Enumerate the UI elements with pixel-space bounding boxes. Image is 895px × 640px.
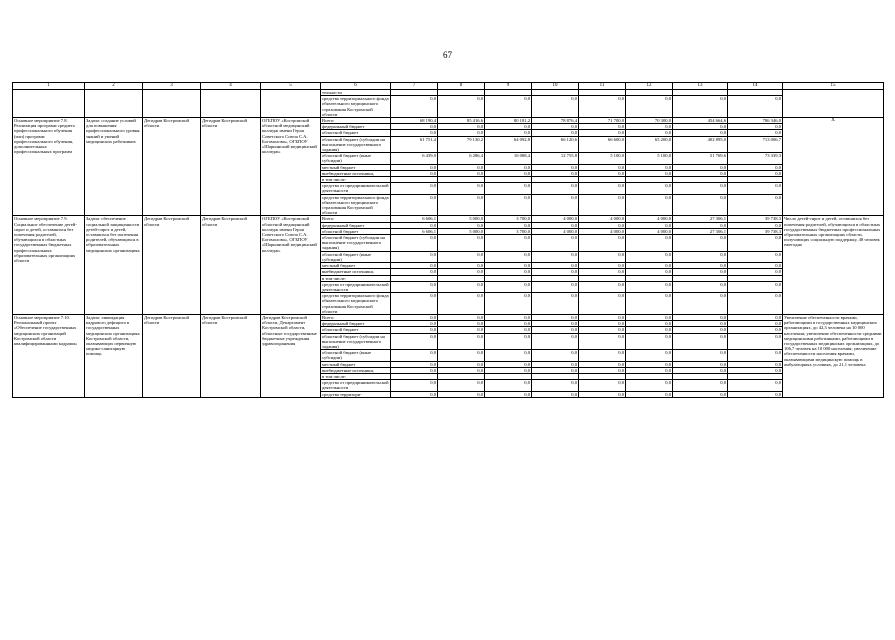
- row-label: внебюджетные источники,: [321, 170, 391, 176]
- amount-cell: 0,0: [485, 251, 532, 262]
- expected-result: Увеличение обеспеченности врачами, работающими в государственных медицинских организациях, до 42,3 человека на 10 000 населения; увеличение обеспеченности средними медицинскими работниками, работающими в государственных медицинских организациях, до 106,7 человек на 10 000 населения; увеличение обеспеченности населения врачами, оказывающими медицинскую помощь в амбулаторных условиях, до 21,1 человека: [783, 314, 884, 397]
- row-label: Всего:: [321, 216, 391, 222]
- amount-cell: 0,0: [579, 96, 626, 118]
- amount-cell: 0,0: [728, 281, 783, 292]
- task-description: Задача: ликвидация кадрового дефицита в государственных медицинских организациях Костромской области, оказывающих первичную медико-санитарную помощь: [85, 314, 143, 397]
- amount-cell: 0,0: [485, 333, 532, 350]
- amount-cell: 0,0: [626, 96, 673, 118]
- amount-cell: 0,0: [438, 281, 485, 292]
- amount-cell: 0,0: [626, 251, 673, 262]
- row-label: местный бюджет: [321, 263, 391, 269]
- amount-cell: 39 738,3: [728, 216, 783, 222]
- amount-cell: 0,0: [485, 170, 532, 176]
- amount-cell: 0,0: [391, 350, 438, 361]
- amount-cell: 0,0: [485, 293, 532, 315]
- row-label: средства от предпринимательской деятельности: [322, 281, 389, 292]
- row-label: областной бюджет (иные субсидии): [321, 153, 391, 164]
- amount-cell: 0,0: [579, 235, 626, 252]
- amount-cell: 0,0: [626, 235, 673, 252]
- row-label: областной бюджет (субсидии на выполнение государственного задания): [321, 136, 391, 153]
- amount-cell: 0,0: [728, 124, 783, 130]
- responsible-executor: Депздрав Костромской области: [143, 216, 201, 314]
- amount-cell: 0,0: [438, 124, 485, 130]
- amount-cell: 64 092,8: [485, 136, 532, 153]
- amount-cell: 0,0: [532, 235, 579, 252]
- row-label: средства территориального фонда обязательного медицинского страхования Костромской области: [322, 96, 389, 117]
- amount-cell: 0,0: [673, 222, 728, 228]
- amount-cell: 0,0: [485, 321, 532, 327]
- amount-cell: 0,0: [438, 327, 485, 333]
- amount-cell: 68 190,4: [391, 118, 438, 124]
- amount-cell: 0,0: [579, 380, 626, 391]
- amount-cell: 0,0: [485, 96, 532, 118]
- amount-cell: 6 439,0: [391, 153, 438, 164]
- amount-cell: 85 416,6: [438, 118, 485, 124]
- row-label: Всего:: [321, 314, 391, 320]
- row-label: областной бюджет: [321, 228, 391, 234]
- co-executor: Депздрав Костромской области: [201, 314, 261, 397]
- amount-cell: 0,0: [728, 361, 783, 367]
- amount-cell: 0,0: [532, 194, 579, 216]
- amount-cell: 0,0: [673, 293, 728, 315]
- amount-cell: 0,0: [438, 314, 485, 320]
- amount-cell: 0,0: [438, 321, 485, 327]
- amount-cell: 0,0: [673, 194, 728, 216]
- amount-cell: 0,0: [673, 281, 728, 292]
- amount-cell: 5 100,0: [626, 153, 673, 164]
- co-executor: Депздрав Костромской области: [201, 118, 261, 216]
- amount-cell: 0,0: [485, 124, 532, 130]
- amount-cell: 0,0: [579, 194, 626, 216]
- amount-cell: 0,0: [579, 391, 626, 397]
- amount-cell: 0,0: [728, 130, 783, 136]
- amount-cell: 0,0: [626, 130, 673, 136]
- amount-cell: 0,0: [438, 170, 485, 176]
- row-label: внебюджетные источники,: [321, 269, 391, 275]
- amount-cell: 0,0: [485, 164, 532, 170]
- row-label: средства от предпринимательской деятельности: [322, 380, 389, 391]
- amount-cell: 70 300,0: [626, 118, 673, 124]
- expected-result: Число детей-сирот и детей, оставшихся без попечения родителей, обучающихся в областных государственных бюджетных профессиональных образовательных организациях области, получающих социальную поддержку, 48 человек ежегодно: [783, 216, 884, 314]
- amount-cell: 3 700,0: [485, 216, 532, 222]
- amount-cell: 0,0: [673, 164, 728, 170]
- amount-cell: 0,0: [728, 251, 783, 262]
- amount-cell: 0,0: [579, 327, 626, 333]
- amount-cell: 0,0: [728, 391, 783, 397]
- amount-cell: 0,0: [579, 124, 626, 130]
- row-label: средства территориального фонда обязательного медицинского страхования Костромской области: [322, 194, 389, 216]
- row-label: местный бюджет: [321, 361, 391, 367]
- amount-cell: 4 000,0: [579, 216, 626, 222]
- amount-cell: 0,0: [626, 164, 673, 170]
- column-header: 8: [438, 83, 485, 90]
- amount-cell: 0,0: [728, 380, 783, 391]
- amount-cell: 0,0: [673, 96, 728, 118]
- amount-cell: 0,0: [626, 380, 673, 391]
- amount-cell: 0,0: [438, 164, 485, 170]
- amount-cell: 0,0: [626, 327, 673, 333]
- amount-cell: 0,0: [438, 361, 485, 367]
- row-label: федеральный бюджет: [321, 222, 391, 228]
- amount-cell: 0,0: [626, 183, 673, 194]
- amount-cell: 0,0: [438, 333, 485, 350]
- amount-cell: 0,0: [579, 269, 626, 275]
- amount-cell: 0,0: [626, 333, 673, 350]
- amount-cell: 0,0: [579, 164, 626, 170]
- amount-cell: 0,0: [485, 235, 532, 252]
- amount-cell: 0,0: [626, 124, 673, 130]
- expected-result: X: [783, 118, 884, 216]
- amount-cell: 66 600,0: [579, 136, 626, 153]
- amount-cell: 0,0: [728, 222, 783, 228]
- amount-cell: 27 306,1: [673, 228, 728, 234]
- amount-cell: 0,0: [626, 222, 673, 228]
- amount-cell: 51 769,6: [673, 153, 728, 164]
- amount-cell: 0,0: [438, 391, 485, 397]
- amount-cell: 0,0: [485, 391, 532, 397]
- measure-name: Основное мероприятие 7.9. Социальное обеспечение детей-сирот и детей, оставшихся без попечения родителей, обучающихся в областных государственных бюджетных профессиональных образовательных организациях области: [13, 216, 85, 314]
- amount-cell: 0,0: [673, 361, 728, 367]
- amount-cell: 0,0: [673, 333, 728, 350]
- amount-cell: 0,0: [485, 130, 532, 136]
- amount-cell: 0,0: [391, 314, 438, 320]
- column-header: 13: [673, 83, 728, 90]
- amount-cell: 0,0: [728, 333, 783, 350]
- amount-cell: 16 088,4: [485, 153, 532, 164]
- amount-cell: 0,0: [438, 194, 485, 216]
- amount-cell: 0,0: [673, 269, 728, 275]
- amount-cell: 0,0: [532, 380, 579, 391]
- amount-cell: 0,0: [532, 263, 579, 269]
- amount-cell: 0,0: [626, 170, 673, 176]
- amount-cell: 0,0: [485, 367, 532, 373]
- amount-cell: 5 000,0: [438, 228, 485, 234]
- amount-cell: 0,0: [728, 314, 783, 320]
- column-header: 7: [391, 83, 438, 90]
- amount-cell: 5 000,0: [438, 216, 485, 222]
- amount-cell: 0,0: [532, 96, 579, 118]
- amount-cell: 0,0: [728, 96, 783, 118]
- amount-cell: 0,0: [485, 281, 532, 292]
- amount-cell: 3 700,0: [485, 228, 532, 234]
- participant: ОГБПОУ «Костромской областной медицинский колледж имени Героя Советского Союза С.А. Богомолова», ОГБПОУ «Шарьинский медицинский колледж»: [261, 216, 321, 314]
- empty-cell: [201, 90, 261, 118]
- row-label: в том числе:: [321, 373, 391, 379]
- empty-cell: [783, 90, 884, 118]
- amount-cell: 0,0: [391, 96, 438, 118]
- amount-cell: 0,0: [728, 183, 783, 194]
- amount-cell: 0,0: [728, 327, 783, 333]
- row-label: внебюджетные источники,: [321, 367, 391, 373]
- amount-cell: 0,0: [579, 361, 626, 367]
- row-label: областной бюджет (иные субсидии): [321, 350, 391, 361]
- amount-cell: 0,0: [579, 222, 626, 228]
- amount-cell: 0,0: [532, 350, 579, 361]
- amount-cell: 402 895,0: [673, 136, 728, 153]
- column-header: 5: [261, 83, 321, 90]
- amount-cell: 0,0: [532, 327, 579, 333]
- amount-cell: 39 738,3: [728, 228, 783, 234]
- amount-cell: 0,0: [626, 361, 673, 367]
- responsible-executor: Депздрав Костромской области: [143, 118, 201, 216]
- amount-cell: 4 000,0: [579, 228, 626, 234]
- amount-cell: 0,0: [673, 263, 728, 269]
- budget-table: [12, 82, 884, 398]
- amount-cell: 0,0: [626, 281, 673, 292]
- amount-cell: 0,0: [391, 263, 438, 269]
- amount-cell: 78 876,4: [532, 118, 579, 124]
- amount-cell: 0,0: [391, 235, 438, 252]
- amount-cell: 0,0: [391, 293, 438, 315]
- column-header: 11: [579, 83, 626, 90]
- amount-cell: 73 339,3: [728, 153, 783, 164]
- amount-cell: 66 120,6: [532, 136, 579, 153]
- amount-cell: 0,0: [579, 314, 626, 320]
- column-header: 15: [783, 83, 884, 90]
- amount-cell: 0,0: [626, 367, 673, 373]
- amount-cell: 0,0: [438, 263, 485, 269]
- task-description: Задача: обеспечение социальной защищенности детей-сирот и детей, оставшихся без попечения родителей, обучающихся в образовательных медицинских организациях: [85, 216, 143, 314]
- amount-cell: 0,0: [626, 321, 673, 327]
- amount-cell: 12 755,8: [532, 153, 579, 164]
- amount-cell: 0,0: [626, 314, 673, 320]
- amount-cell: 0,0: [673, 321, 728, 327]
- header-row: [13, 83, 884, 90]
- column-header: 14: [728, 83, 783, 90]
- amount-cell: 0,0: [438, 367, 485, 373]
- amount-cell: 0,0: [626, 350, 673, 361]
- amount-cell: 0,0: [532, 321, 579, 327]
- amount-cell: 0,0: [485, 361, 532, 367]
- amount-cell: 0,0: [728, 164, 783, 170]
- amount-cell: 65 200,0: [626, 136, 673, 153]
- amount-cell: 71 700,0: [579, 118, 626, 124]
- amount-cell: 0,0: [579, 350, 626, 361]
- column-header: 6: [321, 83, 391, 90]
- amount-cell: 0,0: [673, 235, 728, 252]
- amount-cell: 0,0: [728, 269, 783, 275]
- amount-cell: 6 606,1: [391, 228, 438, 234]
- amount-cell: 0,0: [579, 321, 626, 327]
- amount-cell: 0,0: [485, 314, 532, 320]
- row-label: федеральный бюджет: [321, 321, 391, 327]
- amount-cell: 0,0: [626, 391, 673, 397]
- amount-cell: 0,0: [391, 327, 438, 333]
- co-executor: Депздрав Костромской области: [201, 216, 261, 314]
- amount-cell: 0,0: [579, 130, 626, 136]
- amount-cell: 0,0: [438, 251, 485, 262]
- column-header: 9: [485, 83, 532, 90]
- amount-cell: 0,0: [532, 222, 579, 228]
- measure-name: Основное мероприятие 7.10. Региональный проект «Обеспечение государственных медицинских организаций Костромской области квалифицированными кадрами»: [13, 314, 85, 397]
- amount-cell: 0,0: [728, 321, 783, 327]
- amount-cell: 0,0: [728, 367, 783, 373]
- amount-cell: 80 181,2: [485, 118, 532, 124]
- amount-cell: 0,0: [391, 183, 438, 194]
- amount-cell: 0,0: [391, 170, 438, 176]
- amount-cell: 0,0: [438, 269, 485, 275]
- amount-cell: 0,0: [728, 263, 783, 269]
- page-number: 67: [443, 50, 452, 60]
- empty-cell: [143, 90, 201, 118]
- amount-cell: 0,0: [626, 293, 673, 315]
- amount-cell: 0,0: [438, 130, 485, 136]
- amount-cell: 0,0: [626, 263, 673, 269]
- participant: ОГБПОУ «Костромской областной медицинский колледж имени Героя Советского Союза С.А. Богомолова», ОГБПОУ «Шарьинский медицинский колледж»: [261, 118, 321, 216]
- amount-cell: 0,0: [673, 367, 728, 373]
- amount-cell: 0,0: [391, 367, 438, 373]
- row-label: средства территори-: [321, 391, 391, 397]
- amount-cell: 0,0: [391, 124, 438, 130]
- amount-cell: 0,0: [673, 130, 728, 136]
- amount-cell: 6 286,4: [438, 153, 485, 164]
- row-label: областной бюджет: [321, 327, 391, 333]
- amount-cell: 0,0: [532, 367, 579, 373]
- amount-cell: 0,0: [579, 263, 626, 269]
- amount-cell: 0,0: [438, 222, 485, 228]
- measure-name: Основное мероприятие 7.8. Реализация программ среднего профессионального обучения (или) программ профессионального обучения, дополнительных профессиональных программ: [13, 118, 85, 216]
- amount-cell: 454 664,6: [673, 118, 728, 124]
- amount-cell: 0,0: [438, 380, 485, 391]
- amount-cell: 0,0: [532, 269, 579, 275]
- participant: Депздрав Костромской области, Департамент Костромской области, областные государственные бюджетные учреждения здравоохранения: [261, 314, 321, 397]
- amount-cell: 0,0: [579, 333, 626, 350]
- amount-cell: 4 000,0: [532, 216, 579, 222]
- amount-cell: 0,0: [485, 183, 532, 194]
- row-label: тельности: [321, 90, 391, 96]
- task-description: Задача: создание условий для повышения профессионального уровня знаний и умений медицинских работников: [85, 118, 143, 216]
- amount-cell: 0,0: [532, 293, 579, 315]
- amount-cell: 0,0: [673, 170, 728, 176]
- amount-cell: 0,0: [728, 170, 783, 176]
- amount-cell: 5 100,0: [579, 153, 626, 164]
- row-label: областной бюджет: [321, 130, 391, 136]
- amount-cell: 0,0: [532, 251, 579, 262]
- amount-cell: 0,0: [391, 130, 438, 136]
- amount-cell: 786 346,0: [728, 118, 783, 124]
- amount-cell: 0,0: [391, 380, 438, 391]
- amount-cell: 0,0: [579, 183, 626, 194]
- amount-cell: 0,0: [391, 269, 438, 275]
- column-header: 12: [626, 83, 673, 90]
- amount-cell: 0,0: [391, 333, 438, 350]
- row-label: местный бюджет: [321, 164, 391, 170]
- amount-cell: 0,0: [673, 391, 728, 397]
- amount-cell: 0,0: [485, 269, 532, 275]
- amount-cell: 0,0: [532, 314, 579, 320]
- amount-cell: 0,0: [485, 263, 532, 269]
- amount-cell: 4 000,0: [532, 228, 579, 234]
- amount-cell: 0,0: [673, 183, 728, 194]
- row-label: Всего:: [321, 118, 391, 124]
- amount-cell: 0,0: [391, 194, 438, 216]
- row-label: средства от предпринимательской деятельности: [322, 183, 389, 194]
- amount-cell: 0,0: [485, 327, 532, 333]
- empty-cell: [261, 90, 321, 118]
- column-header: 4: [201, 83, 261, 90]
- amount-cell: 0,0: [579, 367, 626, 373]
- amount-cell: 6 606,1: [391, 216, 438, 222]
- row-label: федеральный бюджет: [321, 124, 391, 130]
- amount-cell: 0,0: [532, 164, 579, 170]
- column-header: 3: [143, 83, 201, 90]
- amount-cell: 0,0: [438, 96, 485, 118]
- amount-cell: 0,0: [579, 251, 626, 262]
- amount-cell: 0,0: [391, 321, 438, 327]
- row-label: областной бюджет (иные субсидии): [321, 251, 391, 262]
- amount-cell: 0,0: [532, 333, 579, 350]
- amount-cell: 0,0: [485, 222, 532, 228]
- amount-cell: 0,0: [728, 293, 783, 315]
- empty-cell: [85, 90, 143, 118]
- amount-cell: 0,0: [485, 350, 532, 361]
- amount-cell: 0,0: [579, 281, 626, 292]
- amount-cell: 0,0: [673, 251, 728, 262]
- amount-cell: 0,0: [728, 235, 783, 252]
- amount-cell: 0,0: [438, 350, 485, 361]
- amount-cell: 0,0: [391, 391, 438, 397]
- row-label: областной бюджет (субсидии на выполнение государственного задания): [321, 333, 391, 350]
- amount-cell: 0,0: [532, 281, 579, 292]
- empty-cell: [13, 90, 85, 118]
- amount-cell: 0,0: [579, 293, 626, 315]
- amount-cell: 0,0: [532, 130, 579, 136]
- amount-cell: 0,0: [438, 293, 485, 315]
- row-label: средства территориального фонда обязательного медицинского страхования Костромской области: [322, 293, 389, 314]
- amount-cell: 0,0: [532, 361, 579, 367]
- amount-cell: 0,0: [673, 380, 728, 391]
- amount-cell: 0,0: [728, 194, 783, 216]
- amount-cell: 0,0: [532, 124, 579, 130]
- amount-cell: 0,0: [485, 380, 532, 391]
- amount-cell: 0,0: [673, 314, 728, 320]
- amount-cell: 713 006,7: [728, 136, 783, 153]
- amount-cell: 0,0: [673, 124, 728, 130]
- amount-cell: 0,0: [391, 222, 438, 228]
- amount-cell: 61 751,4: [391, 136, 438, 153]
- amount-cell: 79 130,2: [438, 136, 485, 153]
- amount-cell: 0,0: [438, 235, 485, 252]
- amount-cell: 27 306,1: [673, 216, 728, 222]
- responsible-executor: Депздрав Костромской области: [143, 314, 201, 397]
- amount-cell: 0,0: [728, 350, 783, 361]
- row-label: областной бюджет (субсидии на выполнение государственного задания): [321, 235, 391, 252]
- amount-cell: 0,0: [673, 327, 728, 333]
- column-header: 2: [85, 83, 143, 90]
- column-header: 1: [13, 83, 85, 90]
- amount-cell: 0,0: [438, 183, 485, 194]
- amount-cell: 0,0: [626, 194, 673, 216]
- amount-cell: 0,0: [579, 170, 626, 176]
- amount-cell: 0,0: [485, 194, 532, 216]
- amount-cell: 0,0: [391, 164, 438, 170]
- amount-cell: 4 000,0: [626, 228, 673, 234]
- amount-cell: 0,0: [673, 350, 728, 361]
- row-label: в том числе:: [321, 275, 391, 281]
- amount-cell: 0,0: [626, 269, 673, 275]
- column-header: 10: [532, 83, 579, 90]
- amount-cell: 0,0: [532, 170, 579, 176]
- amount-cell: 0,0: [391, 361, 438, 367]
- amount-cell: 0,0: [532, 183, 579, 194]
- amount-cell: 4 000,0: [626, 216, 673, 222]
- amount-cell: 0,0: [391, 281, 438, 292]
- row-label: в том числе:: [321, 177, 391, 183]
- amount-cell: 0,0: [532, 391, 579, 397]
- amount-cell: 0,0: [391, 251, 438, 262]
